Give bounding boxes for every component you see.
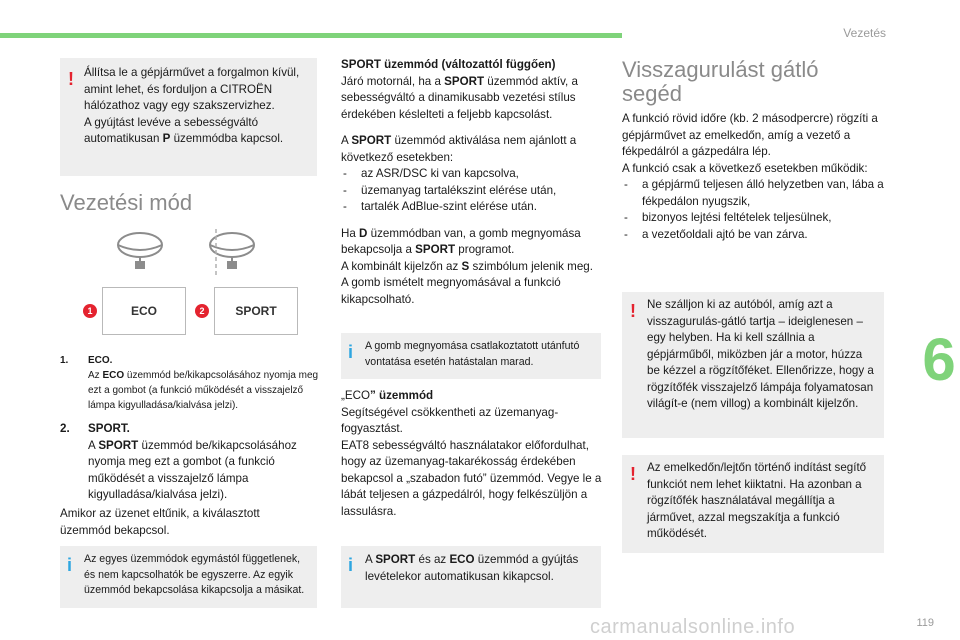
hill-assist-conditions-list xyxy=(622,177,892,243)
mode-active-text: Amikor az üzenet eltűnik, a kiválasztott üzemmód bekapcsol. xyxy=(60,507,260,537)
info-icon: i xyxy=(348,342,354,362)
info-box-trailer: i A gomb megnyomása csatlakoztatott utánfutó vontatása esetén hatástalan marad. xyxy=(341,333,601,379)
heading-driving-mode: Vezetési mód xyxy=(60,190,193,215)
eco-section: „ECO” üzemmód Segítségével csökkentheti az üzemanyag-fogyasztást. EAT8 sebességváltó használatakor előfordulhat, hogy az üzemanyag-takarékosság érdekében bekapcsol a „szabadon futó” üzemmód. Vegye le a lábát teljesen a gázpedálról, hogy felkészüljön a lassulásra. xyxy=(341,389,602,518)
watermark: carmanualsonline.info xyxy=(590,616,796,638)
list-item: - bizonyos lejtési feltételek teljesülnek, xyxy=(622,210,892,227)
page-number: 119 xyxy=(916,617,934,629)
list-item: - üzemanyag tartalékszint elérése után, xyxy=(341,183,603,200)
badge-1: 1 xyxy=(83,304,97,318)
warning-icon: ! xyxy=(630,464,636,484)
info-icon: i xyxy=(67,555,73,575)
info-box-modes: i Az egyes üzemmódok egymástól függetlenek, és nem kapcsolhatók be egyszerre. Az egyik üzemmód bekapcsolása kikapcsolja a másikat. xyxy=(60,546,317,608)
warning-box-gearbox: ! Állítsa le a gépjárművet a forgalmon kívül, amint lehet, és forduljon a CITROËN hálózathoz vagy egy szakszervizhez. A gyújtást levéve a sebességváltó automatikusan P üzemmódba kapcsol. xyxy=(60,58,317,176)
list-item-sport: 2. SPORT. A SPORT üzemmód be/kikapcsolásához nyomja meg ezt a gombot (a funkció működését a visszajelző lámpa kigyulladása/kialvása jelzi). xyxy=(60,422,297,501)
warning-icon: ! xyxy=(630,301,636,321)
info-box-ignition: i A SPORT és az ECO üzemmód a gyújtás levételekor automatikusan kikapcsol. xyxy=(341,546,601,608)
chapter-number: 6 xyxy=(922,326,956,393)
hill-assist-text: A funkció rövid időre (kb. 2 másodpercre) rögzíti a gépjárművet az emelkedőn, amíg a vezető a fékpedálról a gázpedálra lép. A funkció csak a következő esetekben működik: - a gépjármű teljesen álló helyzetben van, lába a fékpedálon nyugszik, - bizonyos lejtési feltételek teljesülnek, - a vezetőoldali ajtó be van zárva. xyxy=(622,111,892,243)
info-icon: i xyxy=(348,555,354,575)
sport-button: SPORT xyxy=(214,287,298,335)
list-item-eco: 1. ECO. Az ECO üzemmód be/kikapcsolásához nyomja meg ezt a gombot (a funkció működését a visszajelző lámpa kigyulladása/kialvása jelzi). xyxy=(60,355,319,411)
middle-column: SPORT üzemmód (változattól függően) Járó motornál, ha a SPORT üzemmód aktív, a sebességváltó a dinamikusabb vezetési stílus érdekében késlelteti a feljebb kapcsolást. A SPORT üzemmód aktiválása nem ajánlott a következő esetekben: - az ASR/DSC ki van kapcsolva, - üzemanyag tartalékszint elérése után, - tartalék AdBlue-szint elérése után. Ha D üzemmódban van, a gomb megnyomása bekapcsolja a SPORT programot. A kombinált kijelzőn az S szimbólum jelenik meg. A gomb ismételt megnyomásával a funkció kikapcsolható. xyxy=(341,57,603,308)
warning-box-cannot-disable: ! Az emelkedőn/lejtőn történő indítást segítő funkciót nem lehet kiiktatni. Ha azonban a rögzítőfék használatával megállítja a járművet, azzal megszakítja a funkció működését. xyxy=(622,455,884,553)
chapter-color-bar xyxy=(0,33,622,38)
steering-wheel-illustration xyxy=(80,225,320,275)
warning-icon: ! xyxy=(68,69,74,89)
badge-2: 2 xyxy=(195,304,209,318)
list-item: - a gépjármű teljesen álló helyzetben van, lába a fékpedálon nyugszik, xyxy=(622,177,892,210)
list-item: - a vezetőoldali ajtó be van zárva. xyxy=(622,227,892,244)
chapter-title: Vezetés xyxy=(843,26,886,40)
list-item: - tartalék AdBlue-szint elérése után. xyxy=(341,199,603,216)
eco-button: ECO xyxy=(102,287,186,335)
mode-buttons-illustration xyxy=(80,225,320,335)
warning-box-leave-vehicle: ! Ne szálljon ki az autóból, amíg azt a visszagurulás-gátló tartja – ideiglenesen – egy helyben. Ha ki kell szállnia a gépjárműből, miközben jár a motor, húzza be kézzel a rögzítőféket. Ellenőrizze, hogy a rögzítőfék visszajelző lámpája folyamatosan világít-e (nem villog) a kombinált kijelzőn. xyxy=(622,292,884,438)
numbered-list xyxy=(60,353,320,512)
sport-conditions-list xyxy=(341,166,603,216)
heading-hill-start-assist: Visszagurulást gátló segéd xyxy=(622,57,819,106)
sport-mode-title: SPORT üzemmód (változattól függően) xyxy=(341,58,556,71)
list-item: - az ASR/DSC ki van kapcsolva, xyxy=(341,166,603,183)
eco-mode-title: „ECO” üzemmód xyxy=(341,389,434,402)
